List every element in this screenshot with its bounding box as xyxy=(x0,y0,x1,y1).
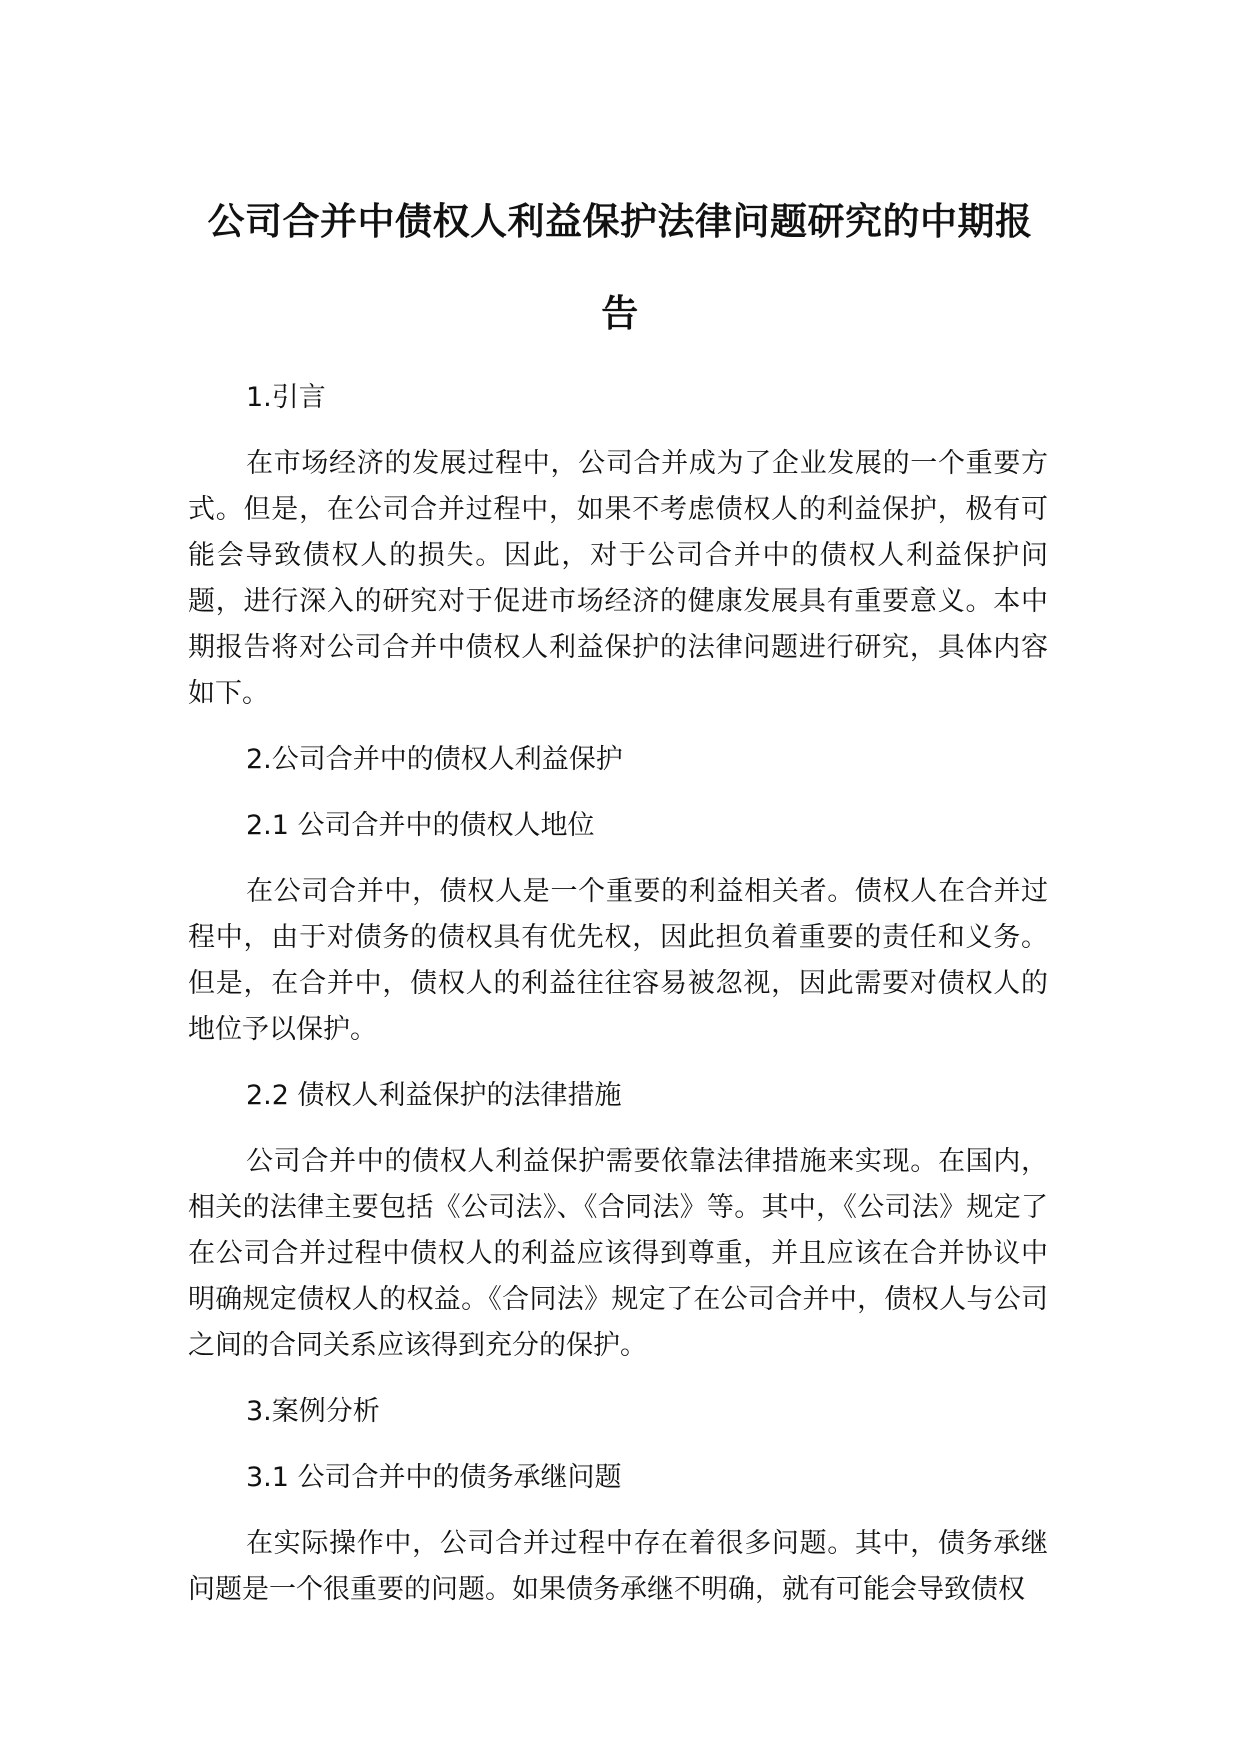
subsection-heading-legal-measures: 2.2 债权人利益保护的法律措施 xyxy=(246,1080,622,1111)
subsection-heading-debt-succession: 3.1 公司合并中的债务承继问题 xyxy=(246,1462,622,1493)
paragraph-legal-measures: 公司合并中的债权人利益保护需要依靠法律措施来实现。在国内，相关的法律主要包括《公司法》、《合同法》等。其中，《公司法》规定了在公司合并过程中债权人的利益应该得到尊重，并且应该在合并协议中明确规定债权人的权益。《合同法》规定了在公司合并中，债权人与公司之间的合同关系应该得到充分的保护。 xyxy=(188,1146,1048,1361)
paragraph-debt-succession: 在实际操作中，公司合并过程中存在着很多问题。其中，债务承继问题是一个很重要的问题。如果债务承继不明确，就有可能会导致债权 xyxy=(188,1528,1048,1605)
section-heading-creditor-protection: 2.公司合并中的债权人利益保护 xyxy=(246,744,623,775)
paragraph-introduction: 在市场经济的发展过程中，公司合并成为了企业发展的一个重要方式。但是，在公司合并过程中，如果不考虑债权人的利益保护，极有可能会导致债权人的损失。因此，对于公司合并中的债权人利益保护问题，进行深入的研究对于促进市场经济的健康发展具有重要意义。本中期报告将对公司合并中债权人利益保护的法律问题进行研究，具体内容如下。 xyxy=(188,448,1048,709)
document-title: 公司合并中债权人利益保护法律问题研究的中期报告 xyxy=(207,200,1033,335)
section-heading-introduction: 1.引言 xyxy=(246,382,326,413)
section-heading-case-analysis: 3.案例分析 xyxy=(246,1396,380,1427)
subsection-heading-creditor-status: 2.1 公司合并中的债权人地位 xyxy=(246,810,595,841)
paragraph-creditor-status: 在公司合并中，债权人是一个重要的利益相关者。债权人在合并过程中，由于对债务的债权具有优先权，因此担负着重要的责任和义务。但是，在合并中，债权人的利益往往容易被忽视，因此需要对债权人的地位予以保护。 xyxy=(188,876,1048,1045)
document-body xyxy=(188,375,1048,1633)
